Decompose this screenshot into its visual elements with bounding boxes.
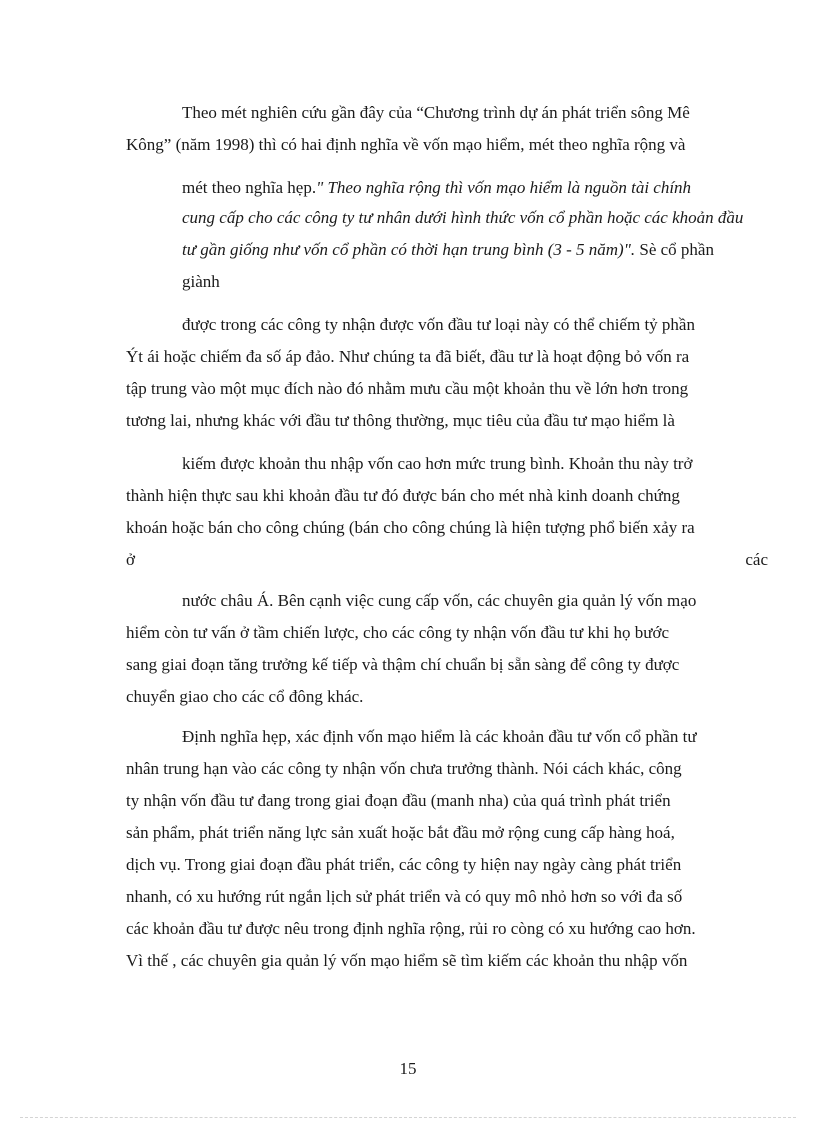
text-line [0, 547, 768, 573]
text-line [126, 483, 772, 509]
line-text: dịch vụ. Trong giai đoạn đầu phát triển, các công ty hiện nay ngày càng phát triển [126, 855, 682, 874]
line-text: ở [126, 550, 135, 569]
line-text: Sè cổ phần [639, 240, 714, 259]
page-number: 15 [399, 1059, 417, 1078]
text-line [182, 175, 772, 201]
line-text: tương lai, nhưng khác với đầu tư thông thường, mục tiêu của đầu tư mạo hiểm là [126, 411, 675, 430]
text-line [0, 100, 768, 126]
line-text: nước châu Á. Bên cạnh việc cung cấp vốn, các chuyên gia quản lý vốn mạo [182, 591, 697, 610]
line-text: khoán hoặc bán cho công chúng (bán cho công chúng là hiện tượng phổ biến xảy ra [126, 518, 695, 537]
line-text: Ýt ái hoặc chiếm đa số áp đảo. Như chúng ta đã biết, đầu tư là hoạt động bỏ vốn ra [126, 347, 690, 366]
line-text: tập trung vào một mục đích nào đó nhằm mưu cầu một khoản thu về lớn hơn trong [126, 379, 689, 398]
text-line [126, 620, 772, 646]
line-text: Theo mét nghiên cứu gần đây của “Chương trình dự án phát triển sông Mê [182, 103, 690, 122]
text-line [126, 948, 772, 974]
text-line [0, 132, 768, 158]
text-line [182, 724, 772, 750]
line-text: mét theo nghĩa hẹp. [182, 178, 317, 197]
italic-quote-text: tư gần giống như vốn cổ phần có thời hạn trung bình (3 - 5 năm)". [182, 240, 636, 259]
line-text: Định nghĩa hẹp, xác định vốn mạo hiểm là các khoản đầu tư vốn cổ phần tư [182, 727, 697, 746]
text-line [126, 408, 772, 434]
line-text: hiểm còn tư vấn ở tầm chiến lược, cho các công ty nhận vốn đầu tư khi họ bước [126, 623, 669, 642]
text-line [126, 344, 772, 370]
text-line [126, 515, 772, 541]
italic-quote-text: " Theo nghĩa rộng thì vốn mạo hiểm là nguồn tài chính [316, 178, 692, 197]
line-text: nhanh, có xu hướng rút ngắn lịch sử phát triển và có quy mô nhỏ hơn so với đa số [126, 887, 683, 906]
line-text: cung cấp cho các công ty tư nhân dưới hình thức vốn cổ phần hoặc các khoản đầu [182, 208, 744, 227]
text-line [126, 684, 772, 710]
text-line [182, 269, 482, 295]
line-text: sản phẩm, phát triển năng lực sản xuất hoặc bắt đầu mở rộng cung cấp hàng hoá, [126, 823, 675, 842]
line-text: kiếm được khoản thu nhập vốn cao hơn mức trung bình. Khoản thu này trở [182, 454, 693, 473]
bottom-divider [20, 1117, 796, 1118]
line-text: được trong các công ty nhận được vốn đầu tư loại này có thể chiếm tỷ phần [182, 315, 695, 334]
text-line [126, 916, 772, 942]
line-text: Vì thế , các chuyên gia quản lý vốn mạo hiểm sẽ tìm kiếm các khoản thu nhập vốn [126, 951, 688, 970]
text-line [182, 451, 772, 477]
text-line [126, 884, 772, 910]
line-text: các khoản đầu tư được nêu trong định nghĩa rộng, rủi ro còng có xu hướng cao hơn. [126, 919, 696, 938]
line-text: thành hiện thực sau khi khoản đầu tư đó được bán cho mét nhà kinh doanh chứng [126, 486, 680, 505]
line-text: ty nhận vốn đầu tư đang trong giai đoạn đầu (manh nha) của quá trình phát triển [126, 791, 671, 810]
line-text: nhân trung hạn vào các công ty nhận vốn chưa trưởng thành. Nói cách khác, công [126, 759, 682, 778]
line-text: chuyển giao cho các cổ đông khác. [126, 687, 364, 706]
text-line [126, 788, 772, 814]
line-text: giành [182, 272, 220, 291]
line-text: Kông” (năm 1998) thì có hai định nghĩa về vốn mạo hiểm, mét theo nghĩa rộng và [126, 135, 686, 154]
text-line [182, 588, 772, 614]
text-line [126, 652, 772, 678]
text-line [126, 820, 772, 846]
text-line [126, 756, 772, 782]
text-line [182, 312, 772, 338]
text-line [182, 237, 772, 263]
text-line [126, 852, 772, 878]
line-text: sang giai đoạn tăng trưởng kế tiếp và thậm chí chuẩn bị sẵn sàng để công ty được [126, 655, 680, 674]
text-line [182, 205, 772, 231]
text-line [126, 376, 772, 402]
line-text: các [745, 550, 768, 569]
